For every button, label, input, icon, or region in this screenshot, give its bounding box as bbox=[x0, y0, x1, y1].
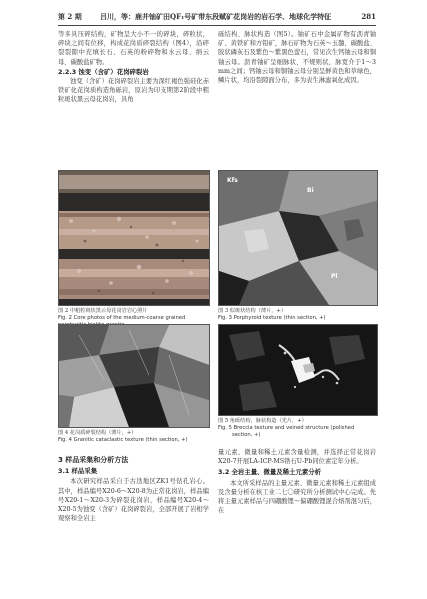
caption-en: Fig. 4 Granitic cataclastic texture (thin section, +) bbox=[58, 437, 188, 444]
paragraph: 等多具压碎结构，矿物呈大小不一的碎块，碎粒状，碎块之间有位移，构成花岗质碎裂结构（图4），沿碎裂裂隙中充填长石、石英的粉碎物和水云母、绢云母、碳酸盐矿物。 bbox=[58, 31, 209, 66]
paragraph: 本次研究样品采自于古迭地区ZK1号钻孔岩心。其中，样品编号X20-6～X20-8为正常花岗岩，样品编号X20-1～X20-3为碎裂花岗岩，样品编号X20-4～X20-5为蚀变（含矿）花岗碎裂岩，全部开展了岩相学观察和全岩主 bbox=[58, 478, 209, 523]
figure-3-micrograph bbox=[218, 170, 378, 306]
figure-3-caption bbox=[218, 308, 376, 322]
section-heading-3: 3 样品采集和分析方法 bbox=[58, 456, 129, 464]
section-heading-2-2-3: 2.2.3 蚀变（含矿）花岗碎裂岩 bbox=[58, 67, 149, 76]
caption-en: Fig. 3 Porphyroid texture (thin section, +) bbox=[218, 315, 326, 322]
issue-number: 第 2 期 bbox=[58, 12, 82, 21]
page-number: 281 bbox=[361, 12, 376, 21]
mineral-label-bi: Bi bbox=[307, 187, 314, 194]
section-heading-3-1: 3.1 样品采集 bbox=[58, 467, 98, 476]
paragraph: 量元素、微量和稀土元素含量检测，并选择正常花岗岩X20-7开展LA-ICP-MS锆石U-Pb同位素定年分析。 bbox=[218, 449, 376, 466]
paragraph: 砾结构、脉状构造（图5）。铀矿石中金属矿物有沥青铀矿、黄铁矿和方铅矿，脉石矿物为石英～玉髓、碳酸盐、胶状磷灰石及紫色～紫黑色萤石，常见次生钙铀云母和铜铀云母。沥青铀矿呈细脉状、不规则状，脉宽介于1～3 mm之间；钙铀云母和铜铀云母分别呈鲜黄色和草绿色，鳞片状，均沿裂隙面分布，多为表生淋滤氧化成因。 bbox=[218, 31, 376, 85]
figure-5-caption bbox=[218, 418, 376, 440]
figure-4-micrograph bbox=[58, 324, 210, 428]
mineral-label-pl: Pl bbox=[331, 273, 338, 280]
left-column-bottom bbox=[58, 448, 209, 588]
section-heading-3-2: 3.2 全岩主量、微量及稀土元素分析 bbox=[218, 468, 322, 477]
caption-zh: 图 2 中粗粒斑状黑云母花岗岩岩心照片 bbox=[58, 308, 148, 314]
figure-5-micrograph bbox=[218, 324, 378, 416]
caption-en-line2: section, +) bbox=[232, 432, 261, 439]
header-rule bbox=[58, 25, 376, 26]
caption-en-line1: Fig. 5 Breccia texture and veined structure (polished bbox=[218, 425, 355, 432]
running-title: 吕川，等：鹿井铀矿田QF₁号矿带东段赋矿花岗岩的岩石学、地球化学特征 bbox=[100, 12, 332, 21]
paragraph: 蚀变（含矿）花岗碎裂岩主要为深红褐色强硅化赤铁矿化花岗质构造角砾岩，原岩为印支期第2阶段中粗粒斑状黑云母花岗岩，具角 bbox=[58, 78, 209, 104]
caption-zh: 图 4 花岗质碎裂结构（薄片，+） bbox=[58, 430, 137, 436]
figure-4-caption bbox=[58, 430, 210, 444]
running-header bbox=[58, 11, 376, 23]
right-column-bottom bbox=[218, 448, 376, 588]
mineral-label-kfs: Kfs bbox=[227, 177, 238, 184]
figure-2-core-photo bbox=[58, 170, 210, 306]
caption-en: Fig. 2 Core photos of the medium-coarse grained bbox=[58, 315, 186, 322]
right-column-top bbox=[218, 30, 376, 160]
caption-zh: 图 5 角砾结构，脉状构造（光片，+） bbox=[218, 418, 307, 424]
caption-zh: 图 3 似斑状结构（薄片，+） bbox=[218, 308, 287, 314]
paragraph: 本文所采样品的主量元素、微量元素和稀土元素组成及含量分析在核工业二七〇研究所分析测试中心完成。先将主量元素样品与四硼酸锂～偏硼酸锂混合熔剂混匀后，在 bbox=[218, 479, 376, 515]
left-column-top bbox=[58, 30, 209, 160]
